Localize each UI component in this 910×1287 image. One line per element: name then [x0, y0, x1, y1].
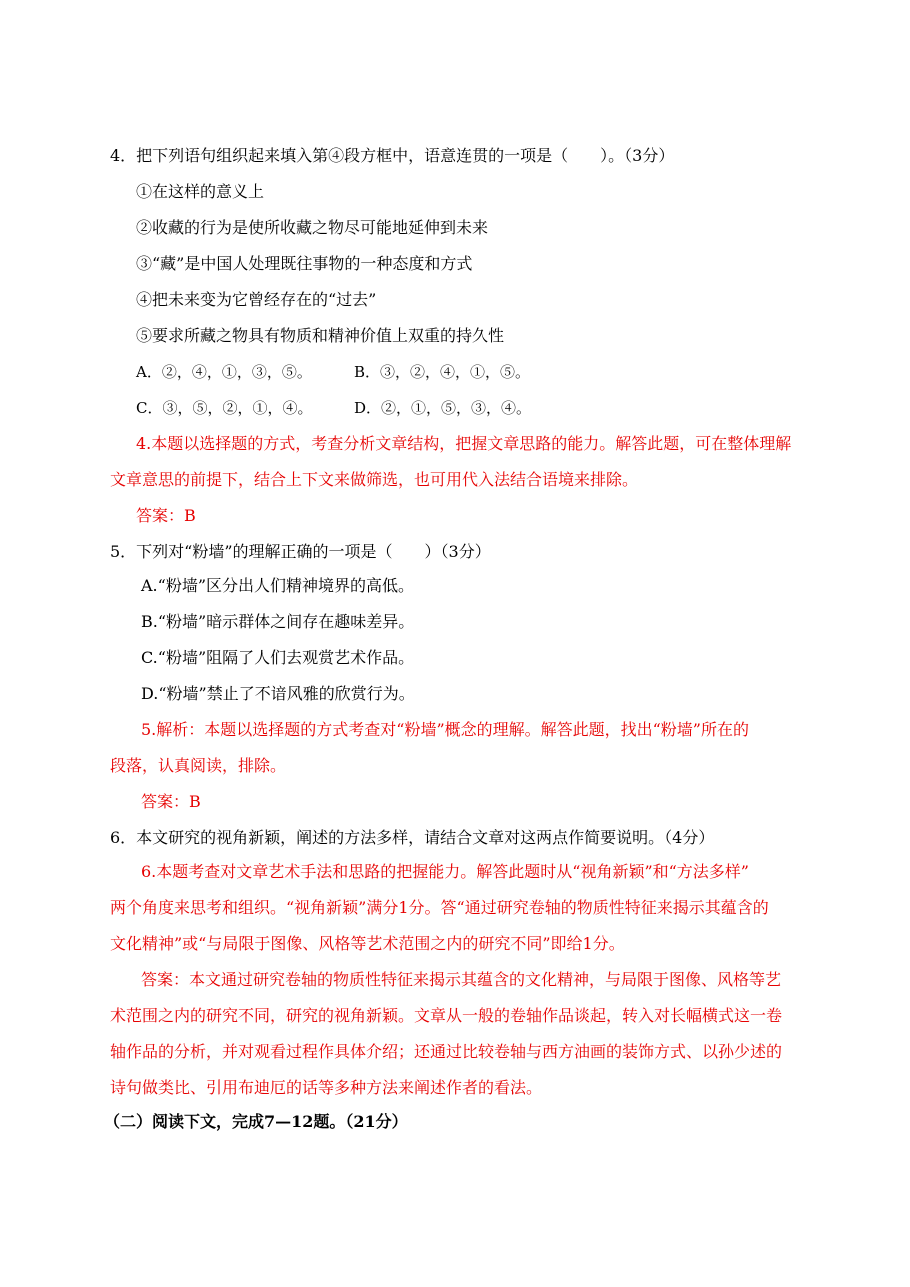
q5-stem: 5．下列对“粉墙”的理解正确的一项是（ ）（3分）	[110, 542, 491, 561]
q4-item-2: ②收藏的行为是使所收藏之物尽可能地延伸到未来	[136, 218, 489, 237]
q4-item-3: ③“藏”是中国人处理既往事物的一种态度和方式	[136, 254, 473, 273]
q4-item-1: ①在这样的意义上	[136, 182, 265, 201]
q6-answer-line-4: 诗句做类比、引用布迪厄的话等多种方法来阐述作者的看法。	[110, 1078, 543, 1097]
q5-option-a: A.“粉墙”区分出人们精神境界的高低。	[141, 576, 415, 595]
q4-item-5: ⑤要求所藏之物具有物质和精神价值上双重的持久性	[136, 326, 505, 345]
q4-option-b: B．③，②，④，①，⑤。	[354, 363, 531, 381]
q6-analysis-line-2: 两个角度来思考和组织。“视角新颖”满分1分。答“通过研究卷轴的物质性特征来揭示其蕴含的	[110, 898, 769, 917]
q5-option-d: D.“粉墙”禁止了不谙风雅的欣赏行为。	[141, 684, 415, 703]
q6-answer-line-1: 答案：本文通过研究卷轴的物质性特征来揭示其蕴含的文化精神，与局限于图像、风格等艺	[141, 970, 782, 989]
q4-option-a: A．②，④，①，③，⑤。	[136, 363, 312, 381]
q5-analysis-line-1: 5.解析：本题以选择题的方式考查对“粉墙”概念的理解。解答此题，找出“粉墙”所在的	[141, 720, 749, 739]
q5-option-b: B.“粉墙”暗示群体之间存在趣味差异。	[141, 612, 415, 631]
q5-analysis-line-2: 段落，认真阅读，排除。	[110, 756, 287, 775]
q5-option-c: C.“粉墙”阻隔了人们去观赏艺术作品。	[141, 648, 415, 667]
q4-stem: 4．把下列语句组织起来填入第④段方框中，语意连贯的一项是（ ）。（3分）	[110, 146, 675, 165]
q4-answer: 答案：B	[136, 506, 196, 525]
q6-answer-line-3: 轴作品的分析，并对观看过程作具体介绍；还通过比较卷轴与西方油画的装饰方式、以孙少述的	[110, 1042, 783, 1061]
q4-option-c: C．③，⑤，②，①，④。	[136, 399, 313, 417]
q6-analysis-line-3: 文化精神”或“与局限于图像、风格等艺术范围之内的研究不同”即给1分。	[110, 934, 625, 953]
q4-analysis-line-2: 文章意思的前提下，结合上下文来做筛选，也可用代入法结合语境来排除。	[110, 470, 639, 489]
q4-analysis-line-1: 4.本题以选择题的方式，考查分析文章结构，把握文章思路的能力。解答此题，可在整体理解	[136, 434, 792, 453]
q4-option-d: D．②，①，⑤，③，④。	[354, 399, 532, 417]
q6-answer-line-2: 术范围之内的研究不同，研究的视角新颖。文章从一般的卷轴作品谈起，转入对长幅横式这一卷	[110, 1006, 783, 1025]
section-2-title: （二）阅读下文，完成7—12题。（21分）	[104, 1112, 408, 1131]
q6-stem: 6．本文研究的视角新颖，阐述的方法多样，请结合文章对这两点作简要说明。（4分）	[110, 828, 715, 847]
q5-answer: 答案：B	[141, 792, 201, 811]
q4-item-4: ④把未来变为它曾经存在的“过去”	[136, 290, 377, 309]
q6-analysis-line-1: 6.本题考查对文章艺术手法和思路的把握能力。解答此题时从“视角新颖”和“方法多样”	[141, 862, 749, 881]
